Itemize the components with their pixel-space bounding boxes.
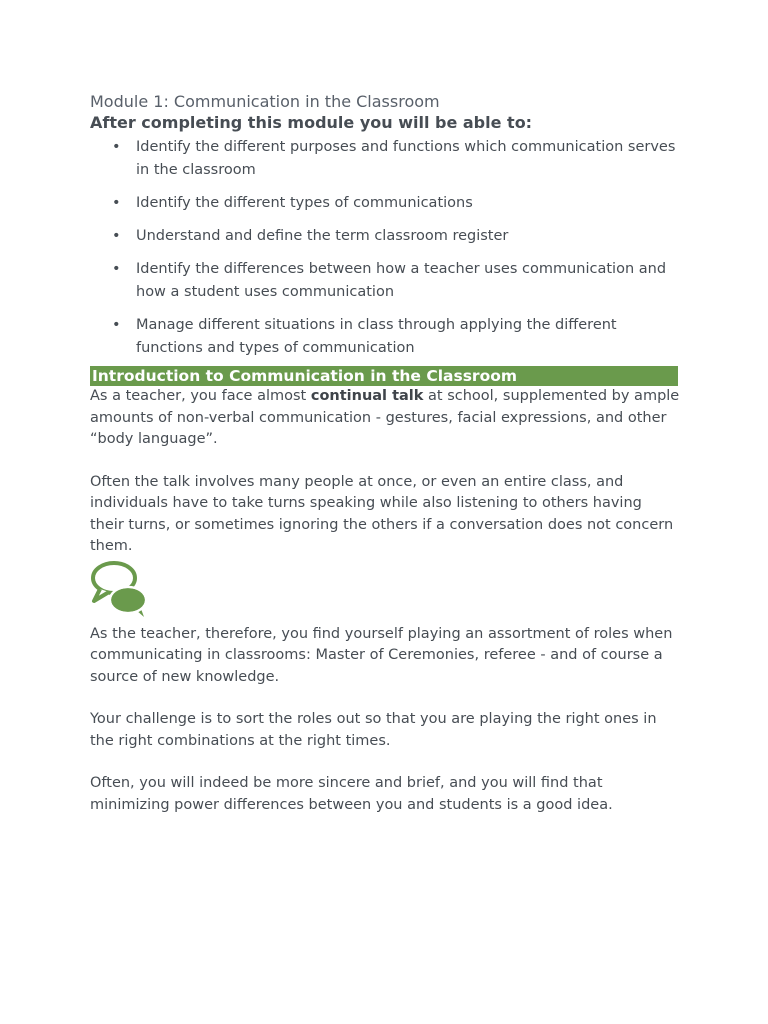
speech-bubbles-icon: [90, 560, 680, 618]
intro-paragraph-5: Often, you will indeed be more sincere and brief, and you will find that minimizing power differences between you and students is a good idea.: [90, 775, 613, 813]
intro-p1-end: at school, supplemented by ample amounts of non-verbal communication - gestures, facial expressions, and other “body language”.: [90, 388, 680, 447]
intro-p1-start: As a teacher, you face almost: [90, 388, 311, 404]
bullet-icon: •: [112, 317, 121, 333]
objective-text: Identify the different purposes and functions which communication serves in the classroom: [136, 139, 676, 178]
bullet-icon: •: [112, 228, 121, 244]
objective-text: Identify the differences between how a teacher uses communication and how a student uses communication: [136, 261, 667, 300]
objective-item: [90, 225, 680, 248]
objective-item: [90, 258, 680, 304]
intro-p1-emphasis: continual talk: [310, 388, 424, 404]
objective-text: Understand and define the term classroom register: [136, 228, 509, 244]
section-heading: Introduction to Communication in the Classroom: [90, 366, 678, 386]
objective-text: Manage different situations in class through applying the different functions and types of communication: [136, 317, 617, 356]
objective-item: [90, 314, 680, 360]
bullet-icon: •: [112, 261, 121, 277]
objective-item: [90, 136, 680, 182]
module-title: Module 1: Communication in the Classroom: [90, 92, 440, 111]
intro-paragraph-4: Your challenge is to sort the roles out so that you are playing the right ones in the right combinations at the right times.: [90, 711, 657, 749]
intro-paragraph-2: Often the talk involves many people at once, or even an entire class, and individuals have to take turns speaking while also listening to others having their turns, or sometimes ignoring the others if a conversation does not concern them.: [90, 473, 674, 554]
intro-paragraph-1: [90, 386, 680, 451]
bullet-icon: •: [112, 195, 121, 211]
objectives-heading: After completing this module you will be able to:: [90, 113, 533, 132]
objective-item: [90, 192, 680, 215]
bullet-icon: •: [112, 139, 121, 155]
intro-paragraph-3: As the teacher, therefore, you find yourself playing an assortment of roles when communicating in classrooms: Master of Ceremonies, referee - and of course a source of new knowledge.: [90, 625, 673, 685]
objectives-list: [90, 136, 680, 360]
document-page: [90, 92, 680, 816]
objective-text: Identify the different types of communications: [136, 195, 473, 211]
